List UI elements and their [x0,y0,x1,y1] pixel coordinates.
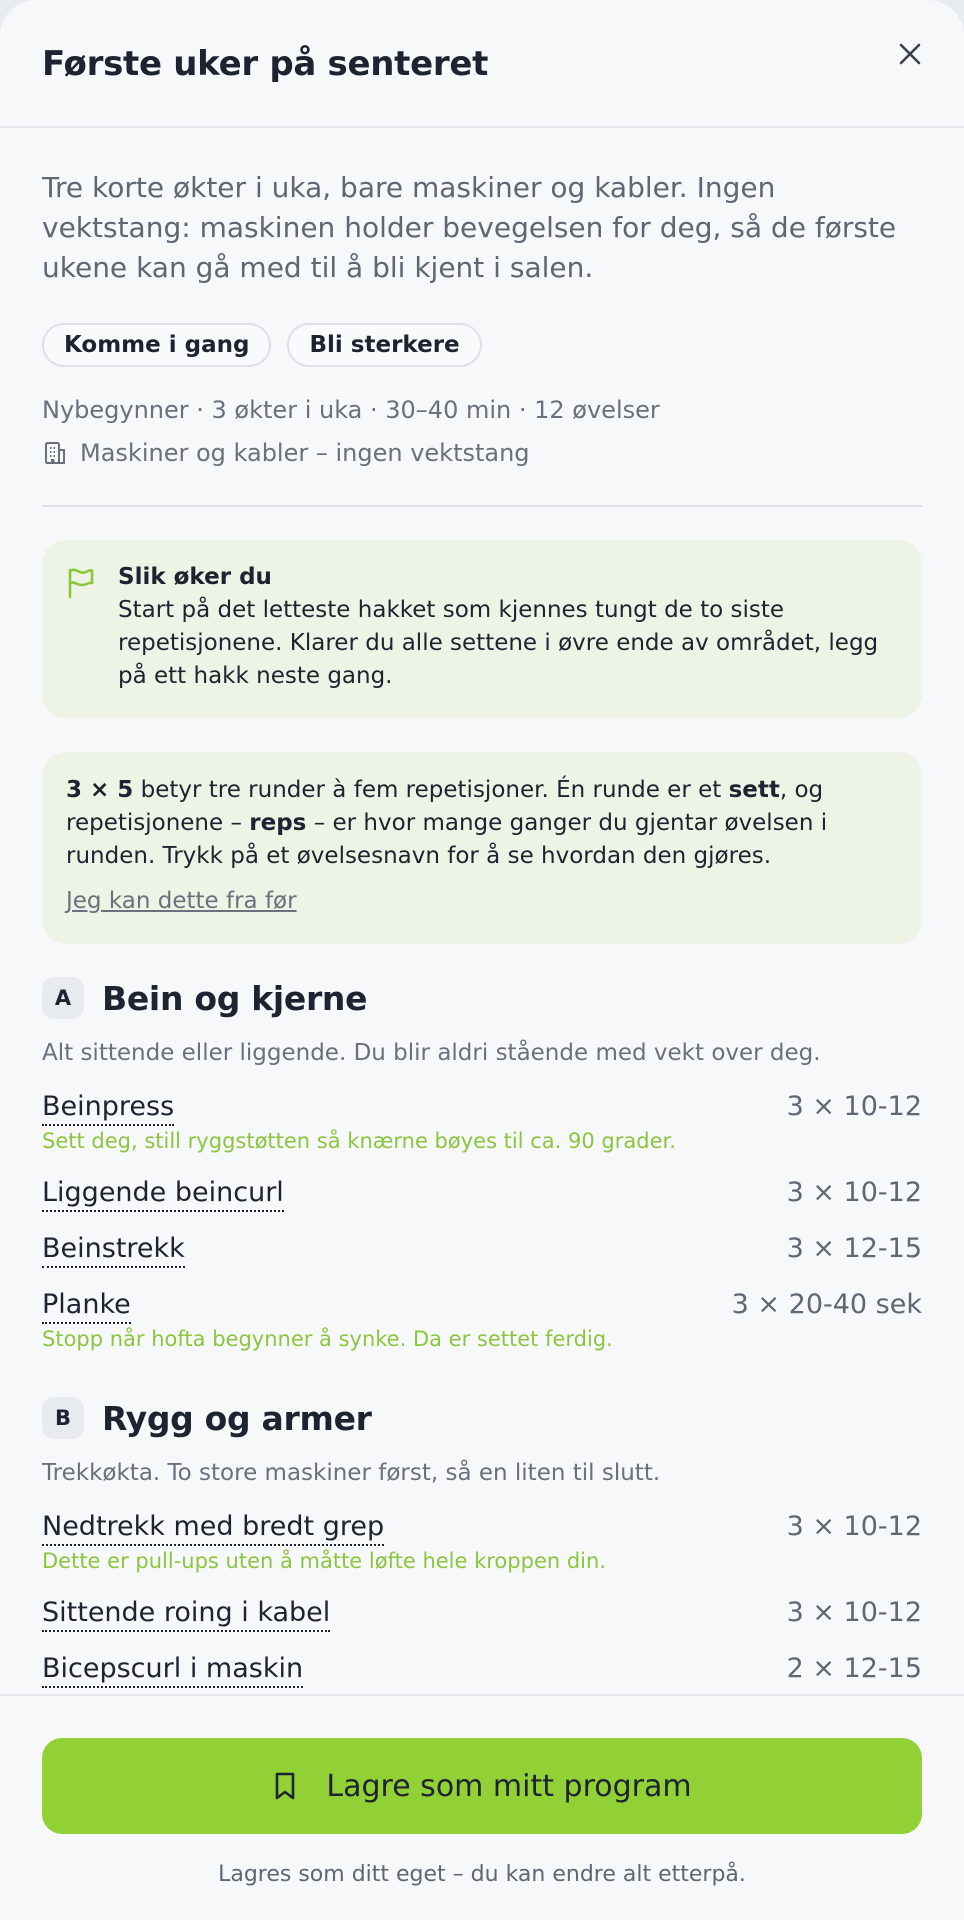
section-description: Trekkøkta. To store maskiner først, så en liten til slutt. [42,1460,661,1486]
section-letter-badge: A [42,977,84,1019]
exercise-name-link[interactable]: Beinstrekk [42,1232,185,1268]
flag-icon [66,566,96,600]
exercise-sets: 3 × 20-40 sek [731,1289,922,1320]
close-button[interactable] [882,26,938,82]
exercise-name-link[interactable]: Planke [42,1288,131,1324]
section-title: Rygg og armer [102,1398,372,1438]
exercise-name-link[interactable]: Nedtrekk med bredt grep [42,1510,384,1546]
exercise-sets: 3 × 12-15 [786,1233,922,1264]
progression-box [42,540,922,718]
close-icon [896,40,924,68]
term-reps: reps [249,810,307,836]
exercise-sets: 3 × 10-12 [786,1091,922,1122]
program-meta: Nybegynner · 3 økter i uka · 30–40 min · 12 øvelser [42,396,660,424]
sets-explainer-box [42,752,922,944]
exercise-note: Stopp når hofta begynner å synke. Da er settet ferdig. [42,1327,613,1351]
sets-notation: 3 × 5 [66,777,134,803]
goal-tags [42,323,482,367]
explainer-fragment: , og repetisjonene – [66,777,824,836]
explainer-fragment: betyr tre runder à fem repetisjoner. Én runde er et [133,777,729,803]
equipment-label: Maskiner og kabler – ingen vektstang [80,439,530,467]
section-description: Alt sittende eller liggende. Du blir aldri stående med vekt over deg. [42,1040,821,1066]
exercise-name-link[interactable]: Liggende beincurl [42,1176,284,1212]
exercise-name-link[interactable]: Bicepscurl i maskin [42,1652,303,1688]
exercise-sets: 2 × 12-15 [786,1653,922,1684]
exercise-row [42,1510,922,1550]
goal-tag: Komme i gang [42,323,271,367]
explainer-text [66,774,902,873]
explainer-fragment: – er hvor mange ganger du gjentar øvelsen i runden. Trykk på et øvelsesnavn for å se hvordan den gjøres. [66,810,828,869]
exercise-note: Sett deg, still ryggstøtten så knærne bøyes til ca. 90 grader. [42,1129,676,1153]
exercise-row [42,1652,922,1692]
save-program-button[interactable] [42,1738,922,1834]
exercise-row [42,1090,922,1130]
equipment-info [42,439,530,467]
exercise-sets: 3 × 10-12 [786,1177,922,1208]
exercise-name-link[interactable]: Sittende roing i kabel [42,1596,330,1632]
sheet-footer [0,1694,964,1920]
save-button-label: Lagre som mitt program [326,1768,692,1804]
section-header-b [42,1397,372,1439]
bookmark-icon [272,1771,298,1801]
exercise-note: Dette er pull-ups uten å måtte løfte hele kroppen din. [42,1549,606,1573]
exercise-row [42,1288,922,1328]
sheet-header [0,0,964,128]
page-title: Første uker på senteret [42,44,489,84]
building-icon [42,440,68,466]
exercise-sets: 3 × 10-12 [786,1597,922,1628]
exercise-row [42,1596,922,1636]
term-sett: sett [728,777,780,803]
save-hint: Lagres som ditt eget – du kan endre alt etterpå. [218,1862,746,1887]
sheet-content[interactable] [42,128,922,1694]
progression-heading: Slik øker du [118,564,272,590]
program-intro: Tre korte økter i uka, bare maskiner og kabler. Ingen vektstang: maskinen holder bevegelsen for deg, så de første ukene kan gå med til å bli kjent i salen. [42,171,897,284]
exercise-row [42,1176,922,1216]
goal-tag: Bli sterkere [287,323,481,367]
exercise-row [42,1232,922,1272]
dismiss-explainer-link[interactable]: Jeg kan dette fra før [66,888,297,914]
exercise-sets: 3 × 10-12 [786,1511,922,1542]
divider [42,505,922,507]
section-title: Bein og kjerne [102,978,368,1018]
section-header-a [42,977,367,1019]
section-letter-badge: B [42,1397,84,1439]
exercise-name-link[interactable]: Beinpress [42,1090,174,1126]
progression-body: Start på det letteste hakket som kjennes tungt de to siste repetisjonene. Klarer du alle settene i øvre ende av området, legg på ett hakk neste gang. [118,597,879,689]
